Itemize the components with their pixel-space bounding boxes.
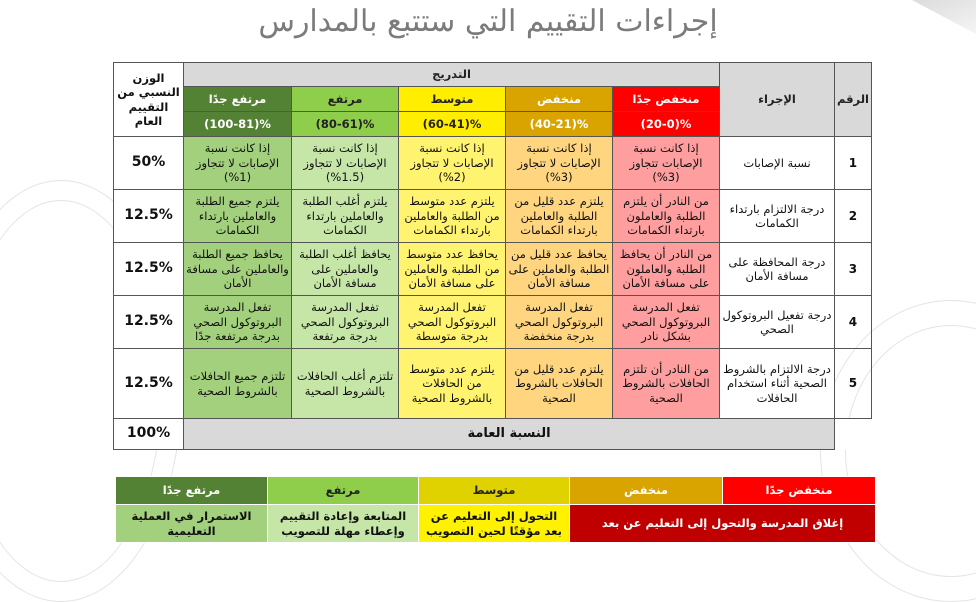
range-high: %(80-61): [292, 112, 399, 137]
legend-level-low: منخفض: [570, 477, 723, 505]
legend-level-very-low: منخفض جدًا: [723, 477, 876, 505]
range-medium: %(60-41): [399, 112, 506, 137]
table-row: [114, 349, 872, 419]
evaluation-table: [113, 62, 872, 450]
legend-action-continue: الاستمرار في العملية التعليمية: [116, 505, 268, 543]
header-number: الرقم: [835, 63, 872, 137]
legend-table: [115, 476, 876, 543]
row-weight: 50%: [114, 137, 184, 190]
row-action: درجة المحافظة على مسافة الأمان: [720, 243, 835, 296]
level-very-low: منخفض جدًا: [613, 87, 720, 112]
row-number: 2: [835, 190, 872, 243]
row-weight: 12.5%: [114, 296, 184, 349]
legend-action-temporary-remote: التحول إلى التعليم عن بعد مؤقتًا لحين التصويب: [419, 505, 570, 543]
cell-very-high: يلتزم جميع الطلبة والعاملين بارتداء الكمامات: [184, 190, 292, 243]
level-medium: متوسط: [399, 87, 506, 112]
cell-very-low: إذا كانت نسبة الإصابات تتجاوز (3%): [613, 137, 720, 190]
row-weight: 12.5%: [114, 349, 184, 419]
row-action: درجة الالتزام بالشروط الصحية أثناء استخدام الحافلات: [720, 349, 835, 419]
legend-level-high: مرتفع: [268, 477, 419, 505]
total-row: [114, 419, 872, 450]
header-grading: التدريج: [184, 63, 720, 87]
cell-medium: إذا كانت نسبة الإصابات لا تتجاوز (2%): [399, 137, 506, 190]
row-number: 1: [835, 137, 872, 190]
row-weight: 12.5%: [114, 190, 184, 243]
legend-action-follow-up: المتابعة وإعادة التقييم وإعطاء مهلة للتصويب: [268, 505, 419, 543]
row-weight: 12.5%: [114, 243, 184, 296]
cell-very-low: من النادر أن تلتزم الحافلات بالشروط الصحية: [613, 349, 720, 419]
cell-high: يحافظ أغلب الطلبة والعاملين على مسافة الأمان: [292, 243, 399, 296]
header-weight: الوزن النسبي من التقييم العام: [114, 63, 184, 137]
header-action: الإجراء: [720, 63, 835, 137]
cell-very-high: تفعل المدرسة البروتوكول الصحي بدرجة مرتفعة جدًا: [184, 296, 292, 349]
cell-low: يلتزم عدد قليل من الطلبة والعاملين بارتداء الكمامات: [506, 190, 613, 243]
row-number: 4: [835, 296, 872, 349]
table-row: [114, 243, 872, 296]
cell-medium: يحافظ عدد متوسط من الطلبة والعاملين على مسافة الأمان: [399, 243, 506, 296]
cell-low: إذا كانت نسبة الإصابات لا تتجاوز (3%): [506, 137, 613, 190]
level-low: منخفض: [506, 87, 613, 112]
cell-low: يلتزم عدد قليل من الحافلات بالشروط الصحية: [506, 349, 613, 419]
cell-medium: تفعل المدرسة البروتوكول الصحي بدرجة متوسطة: [399, 296, 506, 349]
legend-action-close-school: إغلاق المدرسة والتحول إلى التعليم عن بعد: [570, 505, 876, 543]
cell-very-high: يحافظ جميع الطلبة والعاملين على مسافة الأمان: [184, 243, 292, 296]
cell-very-high: إذا كانت نسبة الإصابات لا تتجاوز (1%): [184, 137, 292, 190]
cell-high: تلتزم أغلب الحافلات بالشروط الصحية: [292, 349, 399, 419]
cell-medium: يلتزم عدد متوسط من الطلبة والعاملين بارتداء الكمامات: [399, 190, 506, 243]
page-title: إجراءات التقييم التي ستتبع بالمدارس: [258, 4, 718, 39]
cell-high: يلتزم أغلب الطلبة والعاملين بارتداء الكمامات: [292, 190, 399, 243]
cell-very-low: من النادر أن يحافظ الطلبة والعاملون على مسافة الأمان: [613, 243, 720, 296]
cell-low: يحافظ عدد قليل من الطلبة والعاملين على مسافة الأمان: [506, 243, 613, 296]
row-number: 3: [835, 243, 872, 296]
table-row: [114, 190, 872, 243]
table-row: [114, 137, 872, 190]
cell-very-low: تفعل المدرسة البروتوكول الصحي بشكل نادر: [613, 296, 720, 349]
level-high: مرتفع: [292, 87, 399, 112]
cell-high: تفعل المدرسة البروتوكول الصحي بدرجة مرتفعة: [292, 296, 399, 349]
cell-high: إذا كانت نسبة الإصابات لا تتجاوز (1.5%): [292, 137, 399, 190]
range-very-low: %(20-0): [613, 112, 720, 137]
level-very-high: مرتفع جدًا: [184, 87, 292, 112]
row-action: درجة تفعيل البروتوكول الصحي: [720, 296, 835, 349]
cell-low: تفعل المدرسة البروتوكول الصحي بدرجة منخفضة: [506, 296, 613, 349]
range-very-high: %(100-81): [184, 112, 292, 137]
cell-very-high: تلتزم جميع الحافلات بالشروط الصحية: [184, 349, 292, 419]
cell-medium: يلتزم عدد متوسط من الحافلات بالشروط الصحية: [399, 349, 506, 419]
legend-level-very-high: مرتفع جدًا: [116, 477, 268, 505]
cell-very-low: من النادر أن يلتزم الطلبة والعاملون بارتداء الكمامات: [613, 190, 720, 243]
row-action: نسبة الإصابات: [720, 137, 835, 190]
range-low: %(40-21): [506, 112, 613, 137]
legend-level-medium: متوسط: [419, 477, 570, 505]
total-label: النسبة العامة: [184, 419, 835, 450]
total-weight: 100%: [114, 419, 184, 450]
table-row: [114, 296, 872, 349]
row-number: 5: [835, 349, 872, 419]
row-action: درجة الالتزام بارتداء الكمامات: [720, 190, 835, 243]
